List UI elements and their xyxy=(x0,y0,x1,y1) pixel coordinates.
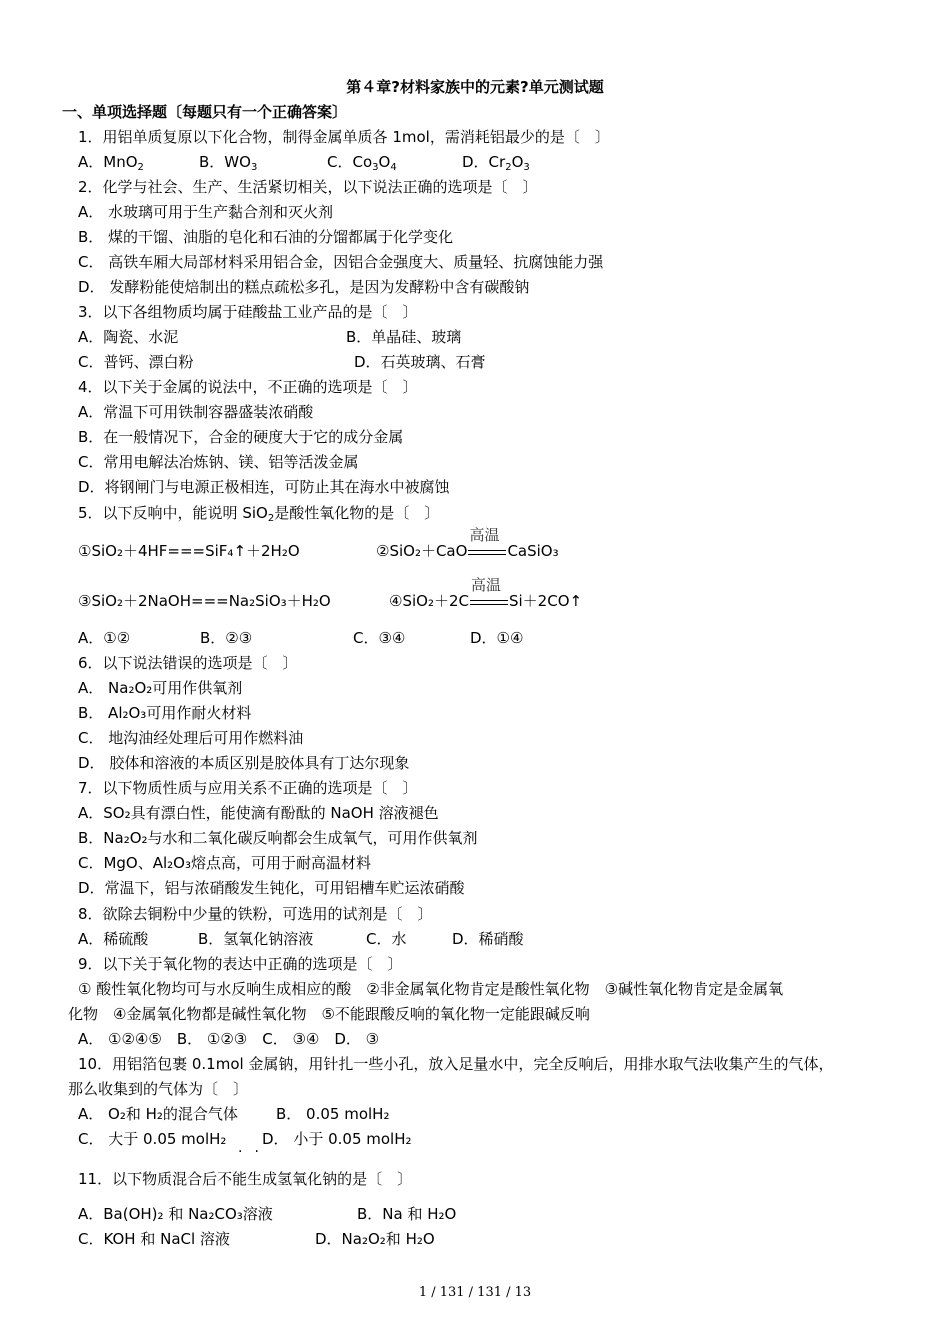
option-d: D．石英玻璃、石膏 xyxy=(354,353,486,371)
question-2-stem: 2．化学与社会、生产、生活紧切相关，以下说法正确的选项是〔 〕 xyxy=(78,178,538,196)
option-c: C．普钙、漂白粉 xyxy=(78,353,194,371)
question-10-stem: 10．用铝箔包裹 0.1mol 金属钠，用针扎一些小孔，放入足量水中，完全反响后，用排水取气法收集产生的气体， xyxy=(78,1055,834,1073)
question-4-option-c: C．常用电解法冶炼钠、镁、铝等活泼金属 xyxy=(78,453,359,471)
question-7-option-d: D．常温下，铝与浓硝酸发生钝化，可用铝槽车贮运浓硝酸 xyxy=(78,879,465,897)
option-d: D．①④ xyxy=(470,629,524,647)
reaction-2: ②SiO₂＋CaO 高温 CaSiO₃ xyxy=(376,526,559,560)
option-b: B．氢氧化钠溶液 xyxy=(198,930,314,948)
option-d: D． 小于 0.05 molH₂ xyxy=(262,1130,412,1148)
question-2-option-c: C． 高铁车厢大局部材料采用铝合金，因铝合金强度大、质量轻、抗腐蚀能力强 xyxy=(78,253,604,271)
question-7-option-b: B．Na₂O₂与水和二氧化碳反响都会生成氧气，可用作供氧剂 xyxy=(78,829,478,847)
high-temperature-condition: 高温 xyxy=(467,541,507,561)
emphasis-dots: ·· xyxy=(238,1144,271,1160)
option-a: A．稀硫酸 xyxy=(78,930,149,948)
option-a: A． O₂和 H₂的混合气体 xyxy=(78,1105,238,1123)
option-a: A．MnO$_2$ xyxy=(78,153,144,173)
question-9-statements-1: ① 酸性氧化物均可与水反响生成相应的酸 ②非金属氧化物肯定是酸性氧化物 ③碱性氧化物肯定是金属氧 xyxy=(78,980,784,998)
option-c: C．KOH 和 NaCl 溶液 xyxy=(78,1230,230,1248)
question-2-option-a: A． 水玻璃可用于生产黏合剂和灭火剂 xyxy=(78,203,334,221)
option-c: C．$Co_3O_4$ xyxy=(327,153,397,173)
question-2-option-b: B． 煤的干馏、油脂的皂化和石油的分馏都属于化学变化 xyxy=(78,228,454,246)
reaction-3: ③SiO₂＋2NaOH===Na₂SiO₃＋H₂O xyxy=(78,592,331,610)
question-4-option-d: D．将钢闸门与电源正极相连，可防止其在海水中被腐蚀 xyxy=(78,478,450,496)
question-6-stem: 6．以下说法错误的选项是〔 〕 xyxy=(78,654,298,672)
option-d: D．稀硝酸 xyxy=(452,930,524,948)
option-a: A．Ba(OH)₂ 和 Na₂CO₃溶液 xyxy=(78,1205,273,1223)
page-title: 第４章?材料家族中的元素?单元测试题 xyxy=(346,78,604,96)
question-7-stem: 7．以下物质性质与应用关系不正确的选项是〔 〕 xyxy=(78,779,418,797)
high-temperature-condition: 高温 xyxy=(469,591,509,611)
question-8-stem: 8．欲除去铜粉中少量的铁粉，可选用的试剂是〔 〕 xyxy=(78,905,433,923)
option-d: D．Na₂O₂和 H₂O xyxy=(315,1230,435,1248)
page-number: 1 / 131 / 131 / 13 xyxy=(418,1285,532,1300)
question-6-option-a: A． Na₂O₂可用作供氧剂 xyxy=(78,679,243,697)
question-1-stem: 1．用铝单质复原以下化合物，制得金属单质各 1mol，需消耗铝最少的是〔 〕 xyxy=(78,128,610,146)
option-c: C．水 xyxy=(366,930,407,948)
option-b: B．②③ xyxy=(200,629,253,647)
option-c: C． 大于 0.05 molH₂ xyxy=(78,1130,227,1148)
reaction-1: ①SiO₂＋4HF===SiF₄↑＋2H₂O xyxy=(78,542,300,560)
question-7-option-a: A．SO₂具有漂白性，能使滴有酚酞的 NaOH 溶液褪色 xyxy=(78,804,439,822)
option-a: A．①② xyxy=(78,629,131,647)
question-11-stem: 11．以下物质混合后不能生成氢氧化钠的是〔 〕 xyxy=(78,1170,413,1188)
question-4-option-a: A．常温下可用铁制容器盛装浓硝酸 xyxy=(78,403,314,421)
question-9-statements-2: 化物 ④金属氧化物都是碱性氧化物 ⑤不能跟酸反响的氧化物一定能跟碱反响 xyxy=(68,1005,590,1023)
question-4-option-b: B．在一般情况下，合金的硬度大于它的成分金属 xyxy=(78,428,404,446)
question-2-option-d: D． 发酵粉能使焙制出的糕点疏松多孔，是因为发酵粉中含有碳酸钠 xyxy=(78,278,530,296)
question-3-stem: 3．以下各组物质均属于硅酸盐工业产品的是〔 〕 xyxy=(78,303,418,321)
question-9-stem: 9．以下关于氧化物的表达中正确的选项是〔 〕 xyxy=(78,955,403,973)
option-b: B． 0.05 molH₂ xyxy=(276,1105,390,1123)
question-6-option-d: D． 胶体和溶液的本质区别是胶体具有丁达尔现象 xyxy=(78,754,410,772)
question-9-options: A． ①②④⑤ B． ①②③ C． ③④ D． ③ xyxy=(78,1030,380,1048)
question-7-option-c: C．MgO、Al₂O₃熔点高，可用于耐高温材料 xyxy=(78,854,372,872)
reaction-4: ④SiO₂＋2C 高温 Si＋2CO↑ xyxy=(389,576,583,610)
option-b: B．$WO_3$ xyxy=(199,153,258,173)
option-b: B．Na 和 H₂O xyxy=(357,1205,457,1223)
question-4-stem: 4．以下关于金属的说法中，不正确的选项是〔 〕 xyxy=(78,378,418,396)
option-b: B．单晶硅、玻璃 xyxy=(346,328,462,346)
question-6-option-c: C． 地沟油经处理后可用作燃料油 xyxy=(78,729,304,747)
question-5-stem: 5．以下反响中，能说明 SiO$_2$是酸性氧化物的是〔 〕 xyxy=(78,504,440,524)
section-heading: 一、单项选择题〔每题只有一个正确答案〕 xyxy=(62,103,348,121)
option-c: C．③④ xyxy=(353,629,406,647)
option-d: D．$Cr_2O_3$ xyxy=(462,153,530,173)
question-10-stem-cont: 那么收集到的气体为〔 〕 xyxy=(68,1080,249,1098)
option-a: A．陶瓷、水泥 xyxy=(78,328,179,346)
question-6-option-b: B． Al₂O₃可用作耐火材料 xyxy=(78,704,252,722)
